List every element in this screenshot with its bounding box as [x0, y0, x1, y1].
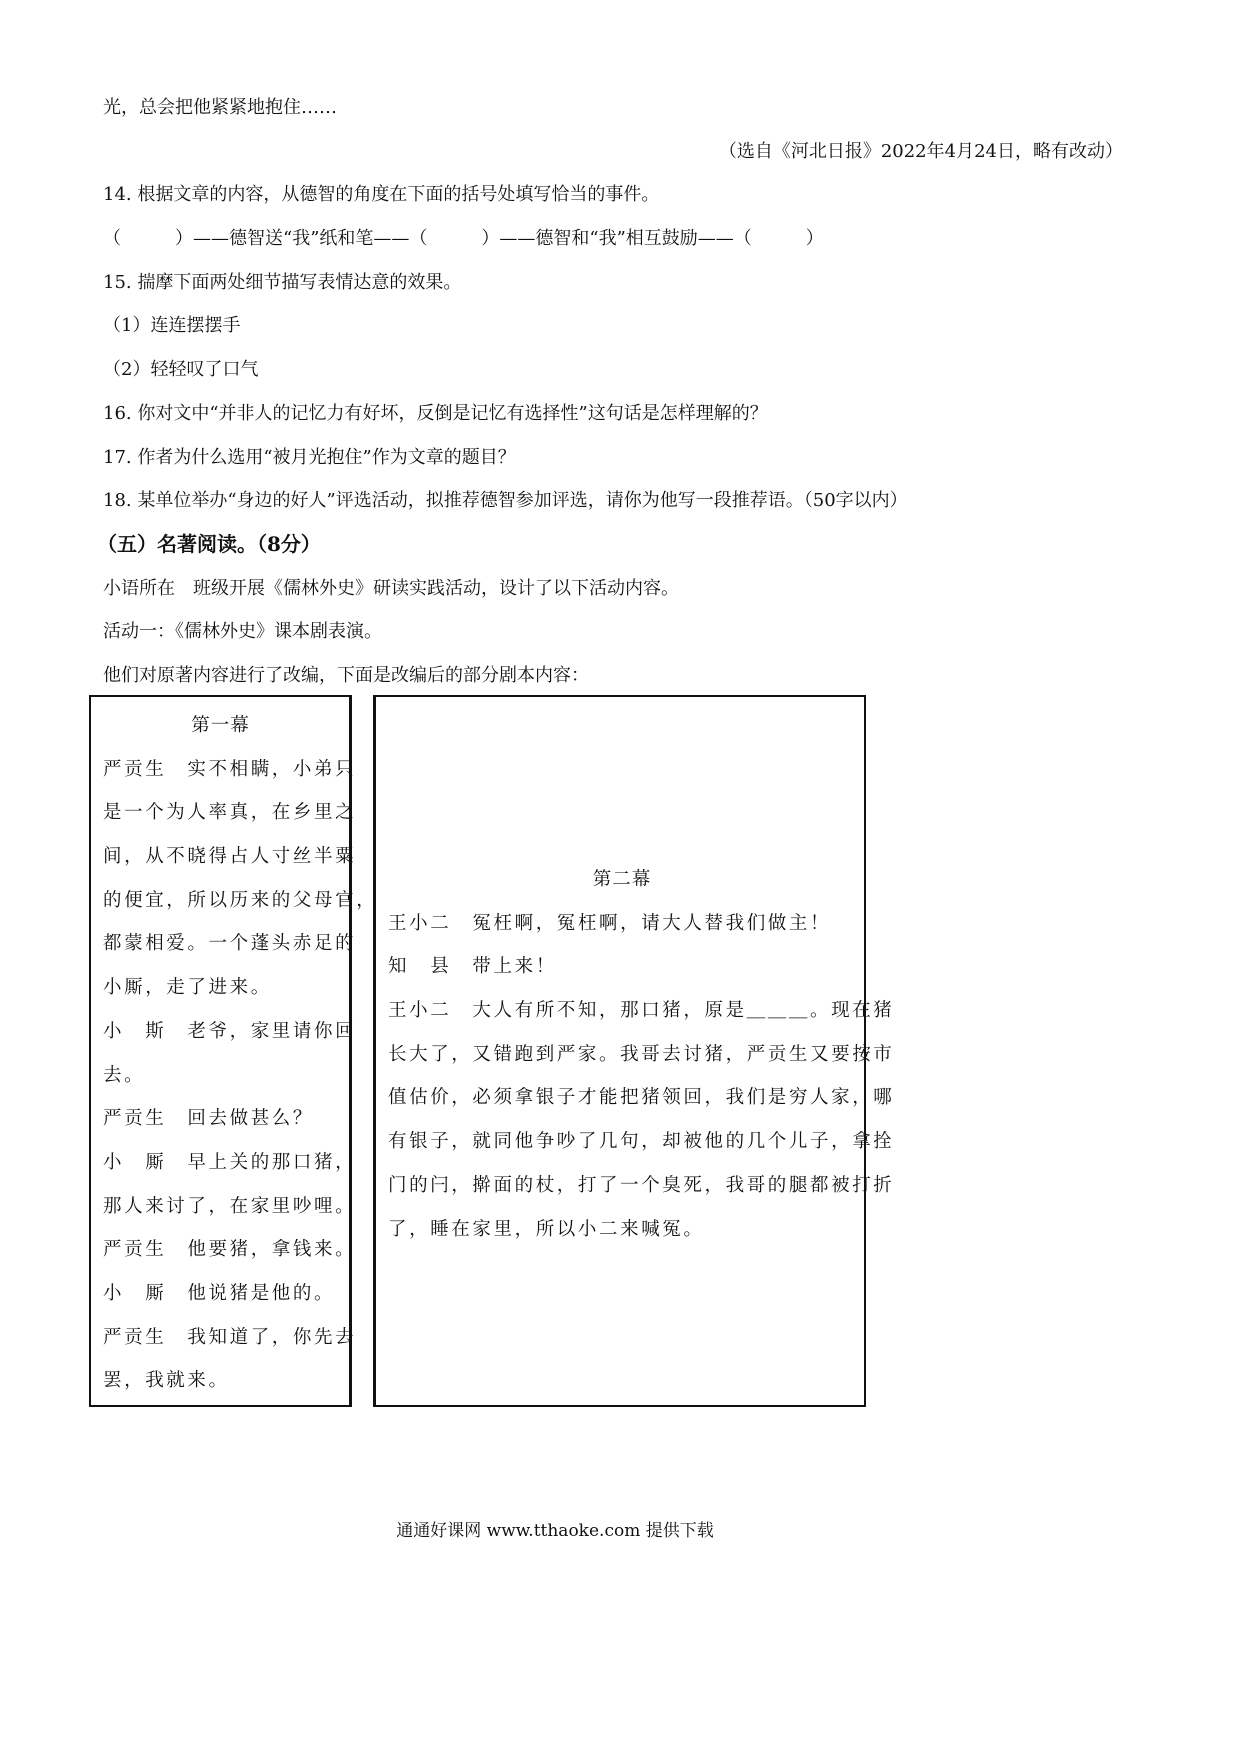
- script-line: 了，睡在家里，所以小二来喊冤。: [388, 1218, 705, 1240]
- script-line: 小 斯 老爷，家里请你回: [103, 1020, 357, 1042]
- text-line: （选自《河北日报》2022年4月24日，略有改动）: [718, 140, 1123, 162]
- script-line: 小 厮 他说猪是他的。: [103, 1282, 336, 1304]
- script-line: 长大了，又错跑到严家。我哥去讨猪，严贡生又要按市: [388, 1043, 895, 1065]
- script-line: 严贡生 回去做甚么？: [103, 1108, 315, 1130]
- text-line: 活动一：《儒林外史》课本剧表演。: [103, 621, 382, 643]
- script-line: 小 厮 早上关的那口猪，: [103, 1151, 357, 1173]
- page-footer: 通通好课网 www.tthaoke.com 提供下载: [396, 1521, 714, 1541]
- script-line: 都蒙相爱。一个蓬头赤足的: [103, 933, 357, 955]
- script-line: 门的闩，擀面的杖，打了一个臭死，我哥的腿都被打折: [388, 1174, 895, 1196]
- script-line: 的便宜，所以历来的父母官，: [103, 889, 378, 911]
- text-line: （2）轻轻叹了口气: [103, 359, 259, 381]
- act-two-title: 第二幕: [592, 869, 652, 890]
- script-line: 是一个为人率真，在乡里之: [103, 802, 357, 824]
- text-line: （ ）——德智送“我”纸和笔——（ ）——德智和“我”相互鼓励——（ ）: [103, 228, 824, 250]
- act-one-title: 第一幕: [191, 715, 250, 736]
- text-line: 小语所在 班级开展《儒林外史》研读实践活动，设计了以下活动内容。: [103, 577, 679, 599]
- script-line: 小厮，走了进来。: [103, 977, 272, 999]
- text-line: 他们对原著内容进行了改编，下面是改编后的部分剧本内容：: [103, 664, 589, 686]
- script-line: 知 县 带上来！: [388, 956, 557, 978]
- text-line: 15. 揣摩下面两处细节描写表情达意的效果。: [103, 271, 462, 293]
- text-line: 14. 根据文章的内容，从德智的角度在下面的括号处填写恰当的事件。: [103, 184, 660, 206]
- script-line: 值估价，必须拿银子才能把猪领回，我们是穷人家，哪: [388, 1087, 895, 1109]
- text-line: 光，总会把他紧紧地抱住……: [103, 97, 337, 118]
- text-line: 18. 某单位举办“身边的好人”评选活动，拟推荐德智参加评选，请你为他写一段推荐语。（50字以内）: [103, 490, 908, 512]
- script-line: 罢，我就来。: [103, 1370, 230, 1392]
- script-line: 王小二 大人有所不知，那口猪，原是＿＿＿。现在猪: [388, 1000, 895, 1022]
- script-line: 王小二 冤枉啊，冤枉啊，请大人替我们做主！: [388, 912, 832, 934]
- text-line: 16. 你对文中“并非人的记忆力有好坏，反倒是记忆有选择性”这句话是怎样理解的？: [103, 402, 768, 424]
- script-line: 有银子，就同他争吵了几句，却被他的几个儿子，拿拴: [388, 1131, 895, 1153]
- script-line: 严贡生 我知道了，你先去: [103, 1326, 357, 1348]
- script-line: 那人来讨了，在家里吵哩。: [103, 1195, 357, 1217]
- document-body: [97, 86, 1133, 698]
- script-act-one-box: [89, 695, 378, 1407]
- script-line: 严贡生 实不相瞒，小弟只: [103, 758, 357, 780]
- text-line: 17. 作者为什么选用“被月光抱住”作为文章的题目？: [103, 446, 516, 468]
- script-line: 严贡生 他要猪，拿钱来。: [103, 1239, 357, 1261]
- section-heading: （五）名著阅读。（8分）: [97, 531, 321, 556]
- script-act-two-box: [373, 695, 895, 1407]
- text-line: （1）连连摆摆手: [103, 315, 241, 337]
- script-line: 间，从不晓得占人寸丝半粟: [103, 846, 357, 868]
- script-line: 去。: [103, 1064, 146, 1086]
